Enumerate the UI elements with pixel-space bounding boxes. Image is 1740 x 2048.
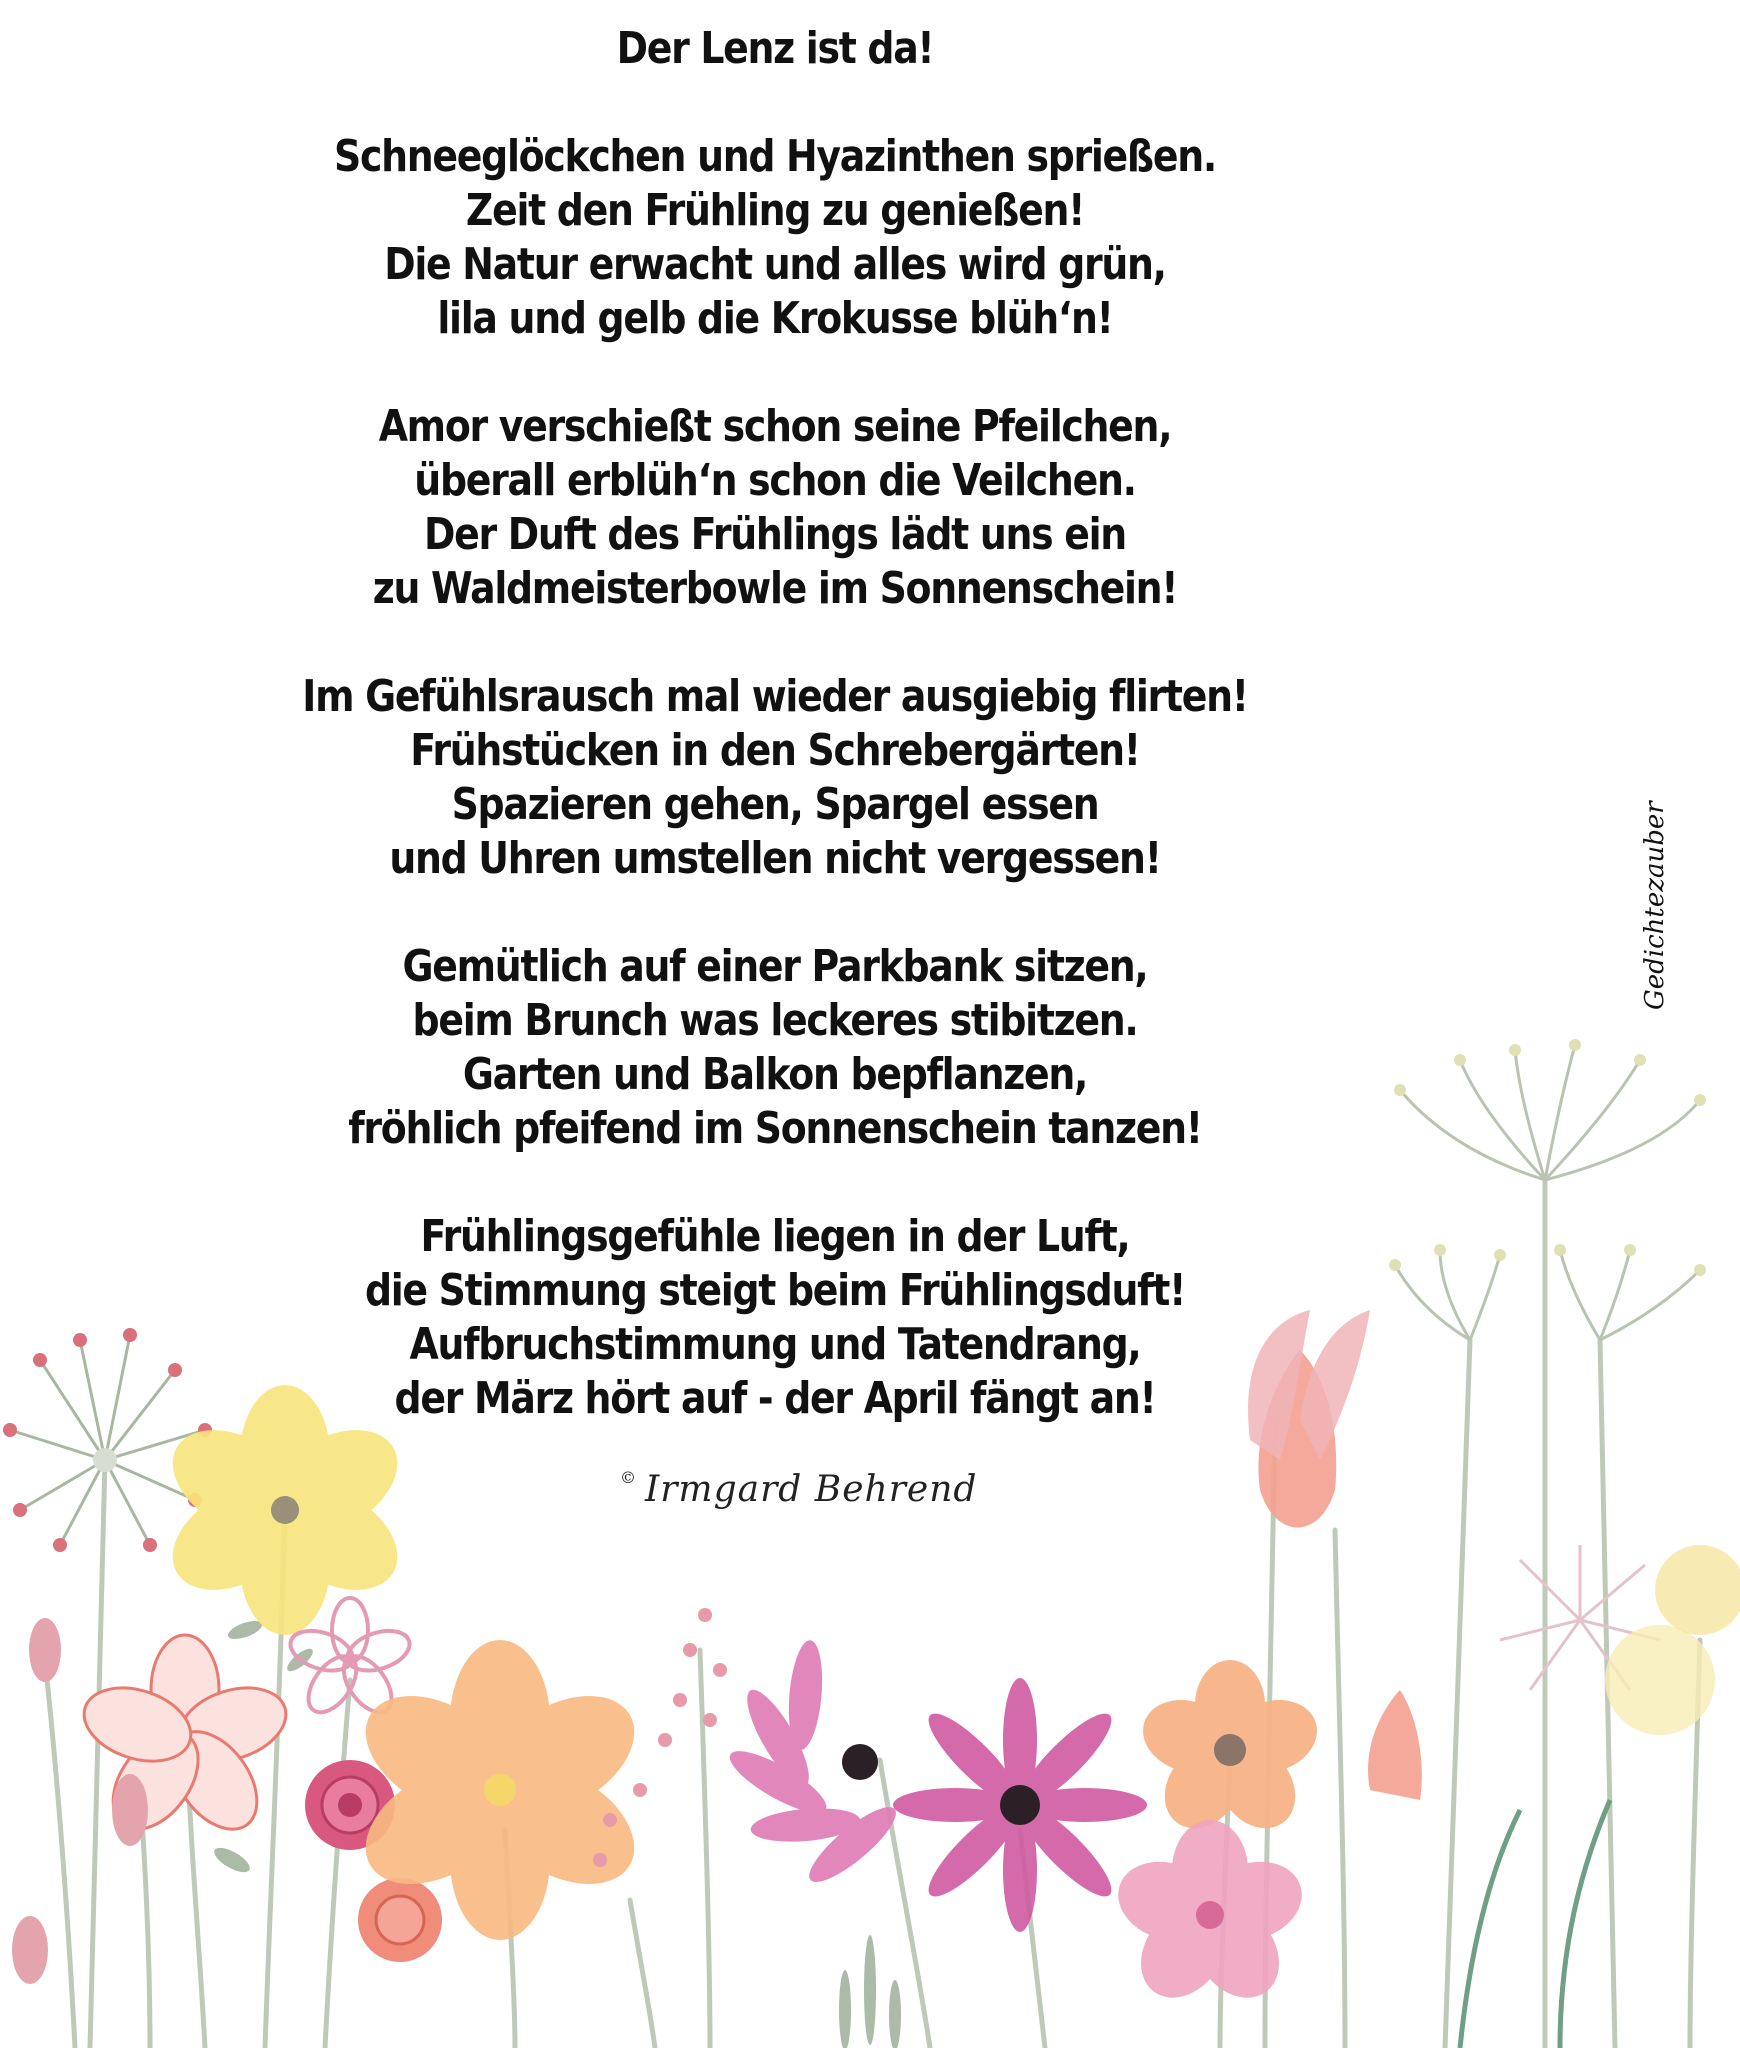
author-name: Irmgard Behrend — [645, 1469, 978, 1510]
stanza-1 — [0, 130, 1550, 346]
stanza-2 — [0, 400, 1550, 616]
stanza-3 — [0, 670, 1550, 886]
poem-line: Zeit den Frühling zu genießen! — [465, 185, 1085, 236]
poem-line: und Uhren umstellen nicht vergessen! — [389, 833, 1161, 884]
author-credit — [620, 1468, 977, 1510]
poem-line: Spazieren gehen, Spargel essen — [451, 779, 1099, 830]
poem — [0, 22, 1550, 1480]
poem-line: Aufbruchstimmung und Tatendrang, — [409, 1319, 1141, 1370]
poem-line: Die Natur erwacht und alles wird grün, — [384, 239, 1166, 290]
stanza-5 — [0, 1210, 1550, 1426]
poem-line: Der Duft des Frühlings lädt uns ein — [424, 509, 1126, 560]
poem-line: Amor verschießt schon seine Pfeilchen, — [378, 401, 1172, 452]
poem-line: Garten und Balkon bepflanzen, — [462, 1049, 1088, 1100]
poem-line: Im Gefühlsrausch mal wieder ausgiebig flirten! — [302, 671, 1248, 722]
poem-line: die Stimmung steigt beim Frühlingsduft! — [364, 1265, 1186, 1316]
poem-line: der März hört auf - der April fängt an! — [394, 1373, 1156, 1424]
poem-line: Schneeglöckchen und Hyazinthen sprießen. — [334, 131, 1216, 182]
copyright-symbol: © — [620, 1468, 637, 1487]
poem-title: Der Lenz ist da! — [616, 23, 934, 74]
poem-line: zu Waldmeisterbowle im Sonnenschein! — [372, 563, 1178, 614]
poem-line: Frühlingsgefühle liegen in der Luft, — [420, 1211, 1130, 1262]
poem-line: beim Brunch was leckeres stibitzen. — [412, 995, 1138, 1046]
stanza-4 — [0, 940, 1550, 1156]
poem-line: lila und gelb die Krokusse blüh‘n! — [437, 293, 1113, 344]
poem-line: fröhlich pfeifend im Sonnenschein tanzen! — [348, 1103, 1202, 1154]
signature: Gedichtezauber — [1640, 801, 1670, 1010]
poem-line: überall erblüh‘n schon die Veilchen. — [414, 455, 1136, 506]
poem-line: Frühstücken in den Schrebergärten! — [410, 725, 1140, 776]
poem-line: Gemütlich auf einer Parkbank sitzen, — [402, 941, 1148, 992]
